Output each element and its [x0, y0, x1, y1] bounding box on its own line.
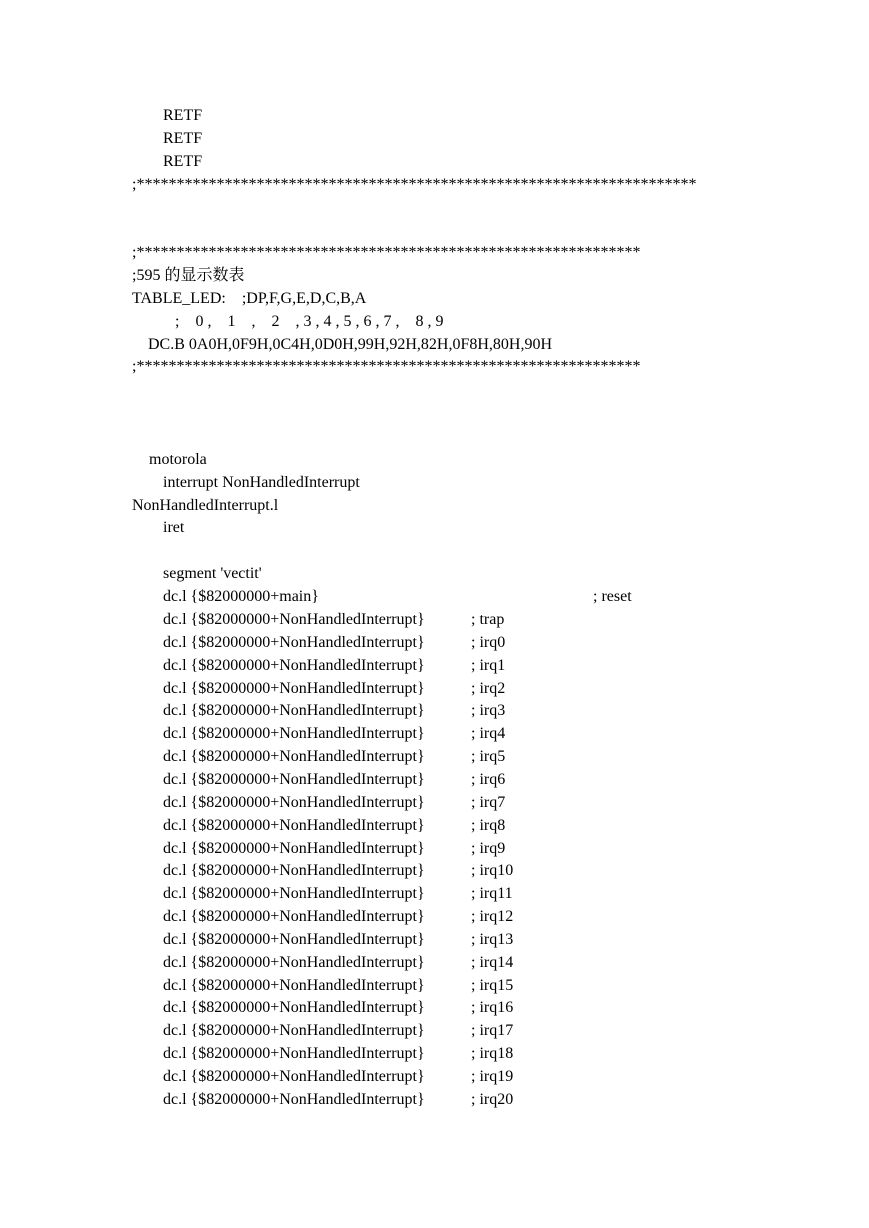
vector-entry-code: dc.l {$82000000+NonHandledInterrupt} — [163, 862, 425, 879]
vector-entry-comment: ; irq5 — [471, 748, 506, 765]
code-line-retf-1: RETF — [163, 107, 203, 124]
vector-entry-code: dc.l {$82000000+NonHandledInterrupt} — [163, 840, 425, 857]
vector-entry-comment: ; irq20 — [471, 1091, 514, 1108]
vector-entry-code: dc.l {$82000000+NonHandledInterrupt} — [163, 885, 425, 902]
iret-instruction: iret — [163, 519, 185, 536]
vector-entry-comment: ; irq12 — [471, 908, 514, 925]
dcb-data-line: DC.B 0A0H,0F9H,0C4H,0D0H,99H,92H,82H,0F8H,80H,90H — [148, 336, 553, 353]
vector-entry-comment: ; irq15 — [471, 977, 514, 994]
motorola-directive: motorola — [149, 451, 207, 468]
vector-entry-code: dc.l {$82000000+NonHandledInterrupt} — [163, 748, 425, 765]
vector-entry-comment: ; irq17 — [471, 1022, 514, 1039]
vector-entry-comment: ; trap — [471, 611, 505, 628]
separator-line-long: ;********************************************************************** — [132, 176, 697, 193]
vector-entry-comment: ; irq13 — [471, 931, 514, 948]
vector-entry-comment: ; irq9 — [471, 840, 506, 857]
vector-entry-code: dc.l {$82000000+NonHandledInterrupt} — [163, 725, 425, 742]
vector-entry-code: dc.l {$82000000+NonHandledInterrupt} — [163, 1045, 425, 1062]
vector-entry-code: dc.l {$82000000+NonHandledInterrupt} — [163, 680, 425, 697]
vector-entry-code: dc.l {$82000000+NonHandledInterrupt} — [163, 999, 425, 1016]
separator-line-a: ;*************************************************************** — [132, 244, 641, 261]
vector-entry-code: dc.l {$82000000+NonHandledInterrupt} — [163, 817, 425, 834]
vector-entry-comment: ; irq7 — [471, 794, 506, 811]
vector-entry-code: dc.l {$82000000+NonHandledInterrupt} — [163, 794, 425, 811]
vector-entry-code: dc.l {$82000000+NonHandledInterrupt} — [163, 611, 425, 628]
interrupt-declaration: interrupt NonHandledInterrupt — [163, 474, 360, 491]
vector-entry-comment: ; irq3 — [471, 702, 506, 719]
vector-reset-comment: ; reset — [593, 588, 632, 605]
vector-entry-comment: ; irq4 — [471, 725, 506, 742]
vector-entry-code: dc.l {$82000000+NonHandledInterrupt} — [163, 977, 425, 994]
separator-line-b: ;*************************************************************** — [132, 358, 641, 375]
vector-entry-code: dc.l {$82000000+NonHandledInterrupt} — [163, 931, 425, 948]
code-line-retf-2: RETF — [163, 130, 203, 147]
table-led-label: TABLE_LED: ;DP,F,G,E,D,C,B,A — [132, 290, 367, 307]
vector-entry-code: dc.l {$82000000+NonHandledInterrupt} — [163, 1068, 425, 1085]
vector-entry-code: dc.l {$82000000+NonHandledInterrupt} — [163, 657, 425, 674]
vector-entry-code: dc.l {$82000000+NonHandledInterrupt} — [163, 771, 425, 788]
vector-entry-comment: ; irq10 — [471, 862, 514, 879]
vector-reset-code: dc.l {$82000000+main} — [163, 588, 319, 605]
vector-entry-code: dc.l {$82000000+NonHandledInterrupt} — [163, 954, 425, 971]
table-caption: ;595 的显示数表 — [132, 267, 245, 284]
vector-entry-comment: ; irq8 — [471, 817, 506, 834]
vector-entry-comment: ; irq0 — [471, 634, 506, 651]
vector-entry-comment: ; irq11 — [471, 885, 513, 902]
vector-entry-comment: ; irq2 — [471, 680, 506, 697]
code-line-retf-3: RETF — [163, 153, 203, 170]
segment-directive: segment 'vectit' — [163, 565, 262, 582]
vector-entry-comment: ; irq1 — [471, 657, 506, 674]
vector-entry-code: dc.l {$82000000+NonHandledInterrupt} — [163, 1022, 425, 1039]
vector-entry-comment: ; irq6 — [471, 771, 506, 788]
handler-label: NonHandledInterrupt.l — [132, 497, 279, 514]
vector-entry-comment: ; irq19 — [471, 1068, 514, 1085]
vector-entry-code: dc.l {$82000000+NonHandledInterrupt} — [163, 1091, 425, 1108]
vector-entry-comment: ; irq18 — [471, 1045, 514, 1062]
vector-entry-code: dc.l {$82000000+NonHandledInterrupt} — [163, 634, 425, 651]
vector-entry-code: dc.l {$82000000+NonHandledInterrupt} — [163, 702, 425, 719]
vector-entry-comment: ; irq14 — [471, 954, 514, 971]
digit-comment: ; 0 , 1 , 2 , 3 , 4 , 5 , 6 , 7 , 8 , 9 — [175, 313, 444, 330]
vector-entry-comment: ; irq16 — [471, 999, 514, 1016]
vector-entry-code: dc.l {$82000000+NonHandledInterrupt} — [163, 908, 425, 925]
